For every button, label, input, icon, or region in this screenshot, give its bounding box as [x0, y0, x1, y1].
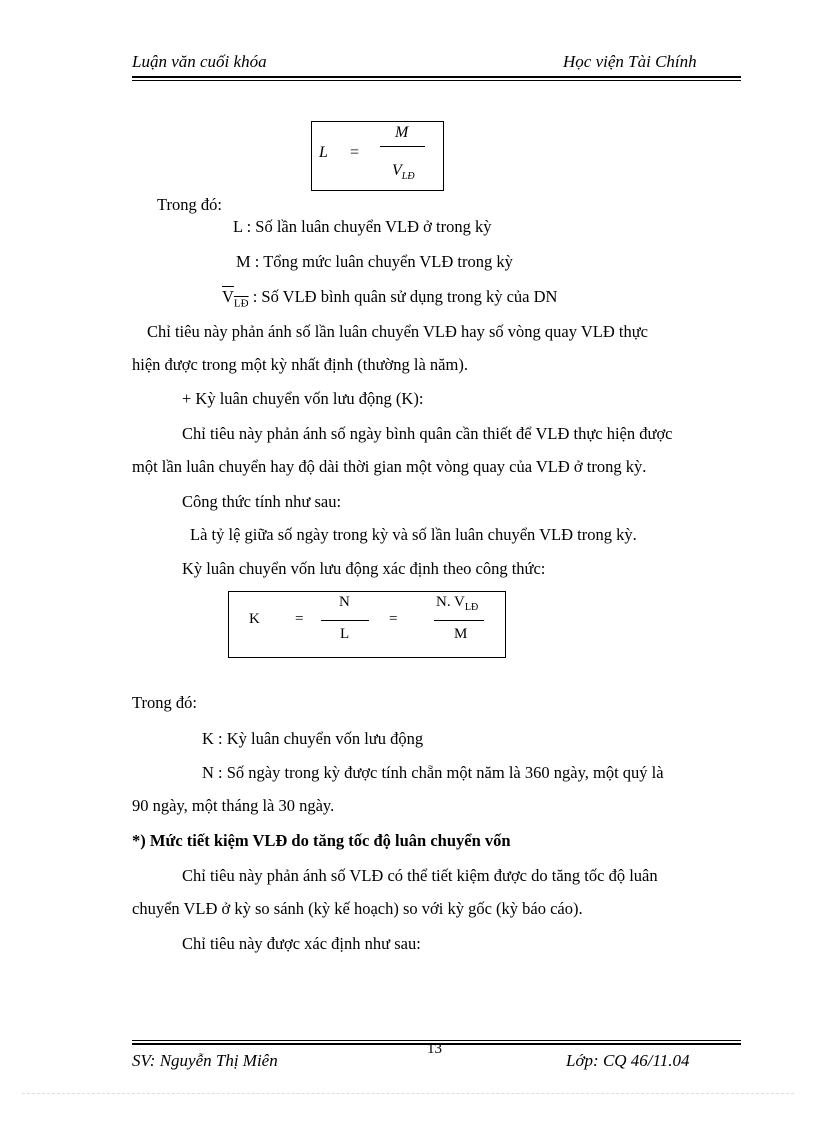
where-item-k: K : Kỳ luân chuyển vốn lưu động: [202, 729, 424, 748]
where-item-n-line-1: N : Số ngày trong kỳ được tính chẵn một năm là 360 ngày, một quý là: [202, 763, 664, 782]
footer-right: Lớp: CQ 46/11.04: [566, 1051, 690, 1070]
formula-k-fraction-bar-2: [434, 620, 484, 621]
header-rule-thin: [132, 80, 741, 81]
where-item-m: M : Tổng mức luân chuyển VLĐ trong kỳ: [236, 252, 513, 271]
formula-k-fraction-bar-1: [321, 620, 369, 621]
where-item-v: $V_{LĐ}$ : Số VLĐ bình quân sử dụng trong kỳ của DN: [222, 287, 558, 310]
formula-k-box: [228, 591, 506, 658]
page-bottom-dashed-edge: [22, 1093, 794, 1094]
section-para-1-line-1: Chỉ tiêu này phản ánh số VLĐ có thể tiết kiệm được do tăng tốc độ luân: [182, 866, 658, 885]
page-number: 13: [427, 1041, 442, 1057]
formula-k-numerator-2: N. $V_{LĐ}$: [436, 594, 479, 613]
section-para-1-line-2: chuyển VLĐ ở kỳ so sánh (kỳ kế hoạch) so với kỳ gốc (kỳ báo cáo).: [132, 899, 583, 918]
formula-l-lhs: L: [319, 144, 328, 161]
para-6: Kỳ luân chuyển vốn lưu động xác định theo công thức:: [182, 559, 546, 578]
para-1-line-1: Chỉ tiêu này phản ánh số lần luân chuyển VLĐ hay số vòng quay VLĐ thực: [147, 322, 648, 341]
formula-k-numerator-1: N: [339, 594, 350, 610]
where-item-l: L : Số lần luân chuyển VLĐ ở trong kỳ: [233, 217, 492, 236]
para-3-line-1: Chỉ tiêu này phản ánh số ngày bình quân cần thiết để VLĐ thực hiện được: [182, 424, 673, 443]
where-title-2: Trong đó:: [132, 693, 197, 712]
where-item-n-line-2: 90 ngày, một tháng là 30 ngày.: [132, 796, 335, 815]
para-1-line-2: hiện được trong một kỳ nhất định (thường là năm).: [132, 355, 468, 374]
header-right: Học viện Tài Chính: [563, 52, 697, 71]
formula-k-denominator-2: M: [454, 626, 468, 642]
para-4: Công thức tính như sau:: [182, 492, 342, 511]
formula-l-numerator: M: [395, 124, 409, 141]
v-overline-symbol: $V_{LĐ}$: [222, 287, 249, 310]
section-para-2: Chỉ tiêu này được xác định như sau:: [182, 934, 421, 953]
formula-l-box: [311, 121, 444, 191]
where-title-1: Trong đó:: [157, 195, 222, 214]
formula-k-equals-2: =: [389, 611, 398, 627]
footer-left: SV: Nguyễn Thị Miên: [132, 1051, 278, 1070]
formula-l-denominator: $V_{LĐ}$: [392, 162, 415, 183]
header-left: Luận văn cuối khóa: [132, 52, 267, 71]
header-rule-thick: [132, 76, 741, 78]
formula-l-fraction-bar: [380, 146, 425, 147]
para-2: + Kỳ luân chuyển vốn lưu động (K):: [182, 389, 424, 408]
para-3-line-2: một lần luân chuyển hay độ dài thời gian một vòng quay của VLĐ ở trong kỳ.: [132, 457, 647, 476]
formula-k-equals-1: =: [295, 611, 304, 627]
para-5: Là tỷ lệ giữa số ngày trong kỳ và số lần luân chuyển VLĐ trong kỳ.: [190, 525, 637, 544]
formula-k-lhs: K: [249, 611, 260, 627]
formula-k-denominator-1: L: [340, 626, 350, 642]
section-heading: *) Mức tiết kiệm VLĐ do tăng tốc độ luân chuyển vốn: [132, 831, 511, 850]
formula-l-equals: =: [350, 144, 360, 161]
